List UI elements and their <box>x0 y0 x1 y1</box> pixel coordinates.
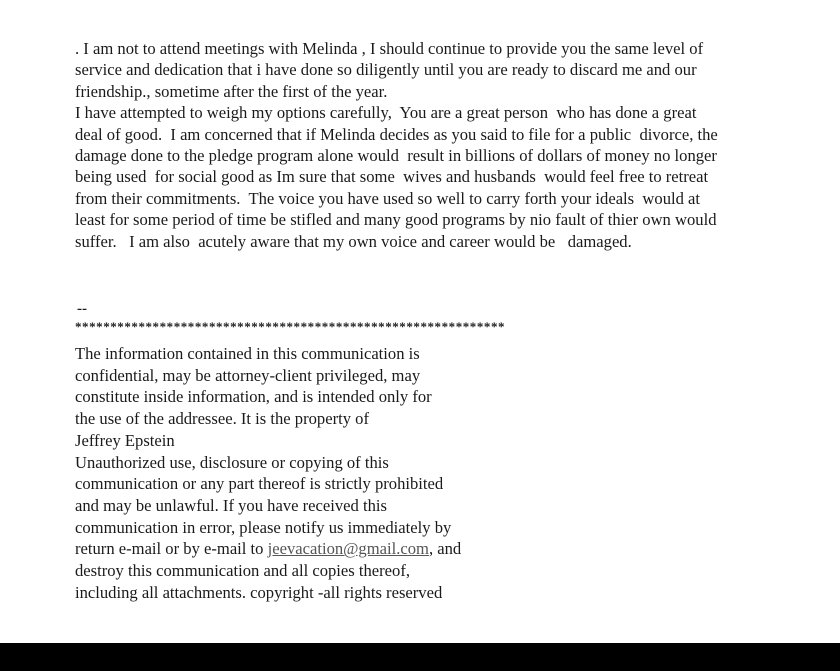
disclaimer-line: communication or any part thereof is strictly prohibited <box>75 474 444 494</box>
disclaimer-email-line <box>75 538 555 560</box>
disclaimer-line: confidential, may be attorney-client privileged, may <box>75 365 421 385</box>
message-body <box>75 38 815 252</box>
message-line: friendship., sometime after the first of the year. <box>75 81 388 101</box>
disclaimer-owner-line: Jeffrey Epstein <box>75 430 175 450</box>
email-line-prefix: return e-mail or by e-mail to <box>75 539 268 559</box>
email-link[interactable]: jeevacation@gmail.com <box>267 539 429 559</box>
disclaimer-line: constitute inside information, and is intended only for <box>75 387 432 407</box>
message-line: being used for social good as Im sure that some wives and husbands would feel free to retreat <box>75 167 709 187</box>
bottom-black-bar <box>0 643 840 671</box>
email-line-suffix: , and <box>428 539 462 559</box>
confidentiality-disclaimer <box>75 343 555 603</box>
signature-separator: -- <box>77 301 87 317</box>
disclaimer-line: communication in error, please notify us immediately by <box>75 517 452 537</box>
message-line: . I am not to attend meetings with Melinda , I should continue to provide you the same level of <box>75 39 704 58</box>
asterisk-divider: ************************************************************* <box>75 319 506 334</box>
disclaimer-line: The information contained in this communication is <box>75 344 420 363</box>
message-line: I have attempted to weigh my options carefully, You are a great person who has done a great <box>75 103 697 123</box>
message-line: deal of good. I am concerned that if Melinda decides as you said to file for a public divorce, the <box>75 124 718 144</box>
disclaimer-line: including all attachments. copyright -all rights reserved <box>75 582 443 602</box>
disclaimer-line: destroy this communication and all copies thereof, <box>75 561 411 581</box>
disclaimer-line: and may be unlawful. If you have received this <box>75 495 387 515</box>
message-line: least for some period of time be stifled and many good programs by nio fault of thier own would <box>75 210 717 230</box>
disclaimer-line: Unauthorized use, disclosure or copying of this <box>75 452 389 472</box>
disclaimer-line: the use of the addressee. It is the property of <box>75 409 369 429</box>
message-line: suffer. I am also acutely aware that my own voice and career would be damaged. <box>75 231 632 251</box>
message-line: from their commitments. The voice you have used so well to carry forth your ideals would at <box>75 188 701 208</box>
message-line: service and dedication that i have done so diligently until you are ready to discard me and our <box>75 60 697 80</box>
message-line: damage done to the pledge program alone would result in billions of dollars of money no longer <box>75 146 717 166</box>
